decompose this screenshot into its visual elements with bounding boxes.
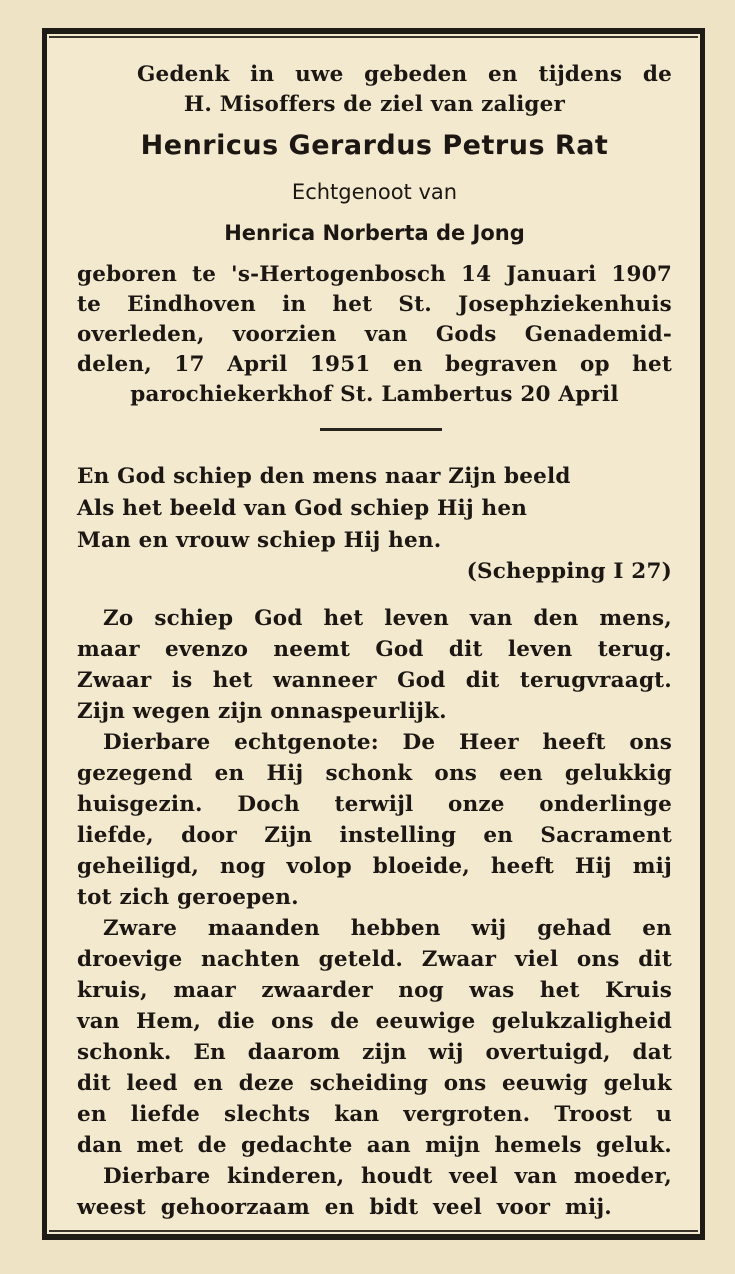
body-line: van Hem, die ons de eeuwige gelukzaligheid bbox=[77, 1009, 672, 1034]
body-line: dit leed en deze scheiding ons eeuwig geluk bbox=[77, 1071, 672, 1096]
body-line: Zware maanden hebben wij gehad en bbox=[103, 916, 672, 941]
divider-rule bbox=[320, 428, 442, 431]
body-line: Dierbare echtgenote: De Heer heeft ons bbox=[103, 730, 672, 755]
scripture-line: Man en vrouw schiep Hij hen. bbox=[77, 528, 442, 553]
body-line: tot zich geroepen. bbox=[77, 885, 299, 910]
body-line: schonk. En daarom zijn wij overtuigd, dat bbox=[77, 1040, 672, 1065]
scripture-line: En God schiep den mens naar Zijn beeld bbox=[77, 464, 571, 489]
scripture-line: Als het beeld van God schiep Hij hen bbox=[77, 496, 528, 521]
body-line: huisgezin. Doch terwijl onze onderlinge bbox=[77, 792, 672, 817]
body-line: kruis, maar zwaarder nog was het Kruis bbox=[77, 978, 672, 1003]
relation-label: Echtgenoot van bbox=[291, 180, 458, 204]
biography-line: delen, 17 April 1951 en begraven op het bbox=[77, 352, 672, 377]
deceased-name: Henricus Gerardus Petrus Rat bbox=[140, 130, 609, 161]
header-line: Gedenk in uwe gebeden en tijdens de bbox=[137, 62, 672, 87]
body-line: en liefde slechts kan vergroten. Troost u bbox=[77, 1102, 672, 1127]
biography-line: te Eindhoven in het St. Josephziekenhuis bbox=[77, 292, 672, 317]
body-line: weest gehoorzaam en bidt veel voor mij. bbox=[77, 1195, 612, 1220]
body-line: Zo schiep God het leven van den mens, bbox=[103, 606, 672, 631]
body-line: dan met de gedachte aan mijn hemels geluk. bbox=[77, 1133, 672, 1158]
body-line: Zijn wegen zijn onnaspeurlijk. bbox=[77, 699, 447, 724]
body-line: maar evenzo neemt God dit leven terug. bbox=[77, 637, 672, 662]
body-line: Dierbare kinderen, houdt veel van moeder, bbox=[103, 1164, 672, 1189]
scripture-reference: (Schepping I 27) bbox=[466, 559, 672, 584]
body-line: gezegend en Hij schonk ons een gelukkig bbox=[77, 761, 672, 786]
biography-line: geboren te 's-Hertogenbosch 14 Januari 1907 bbox=[77, 262, 672, 287]
card-border bbox=[42, 28, 705, 1240]
body-line: droevige nachten geteld. Zwaar viel ons dit bbox=[77, 947, 672, 972]
spouse-name: Henrica Norberta de Jong bbox=[224, 221, 525, 245]
biography-line: parochiekerkhof St. Lambertus 20 April bbox=[130, 382, 619, 407]
body-line: geheiligd, nog volop bloeide, heeft Hij mij bbox=[77, 854, 672, 879]
body-line: liefde, door Zijn instelling en Sacrament bbox=[77, 823, 672, 848]
body-line: Zwaar is het wanneer God dit terugvraagt. bbox=[77, 668, 672, 693]
header-line: H. Misoffers de ziel van zaliger bbox=[183, 92, 566, 117]
biography-line: overleden, voorzien van Gods Genademid- bbox=[77, 322, 672, 347]
